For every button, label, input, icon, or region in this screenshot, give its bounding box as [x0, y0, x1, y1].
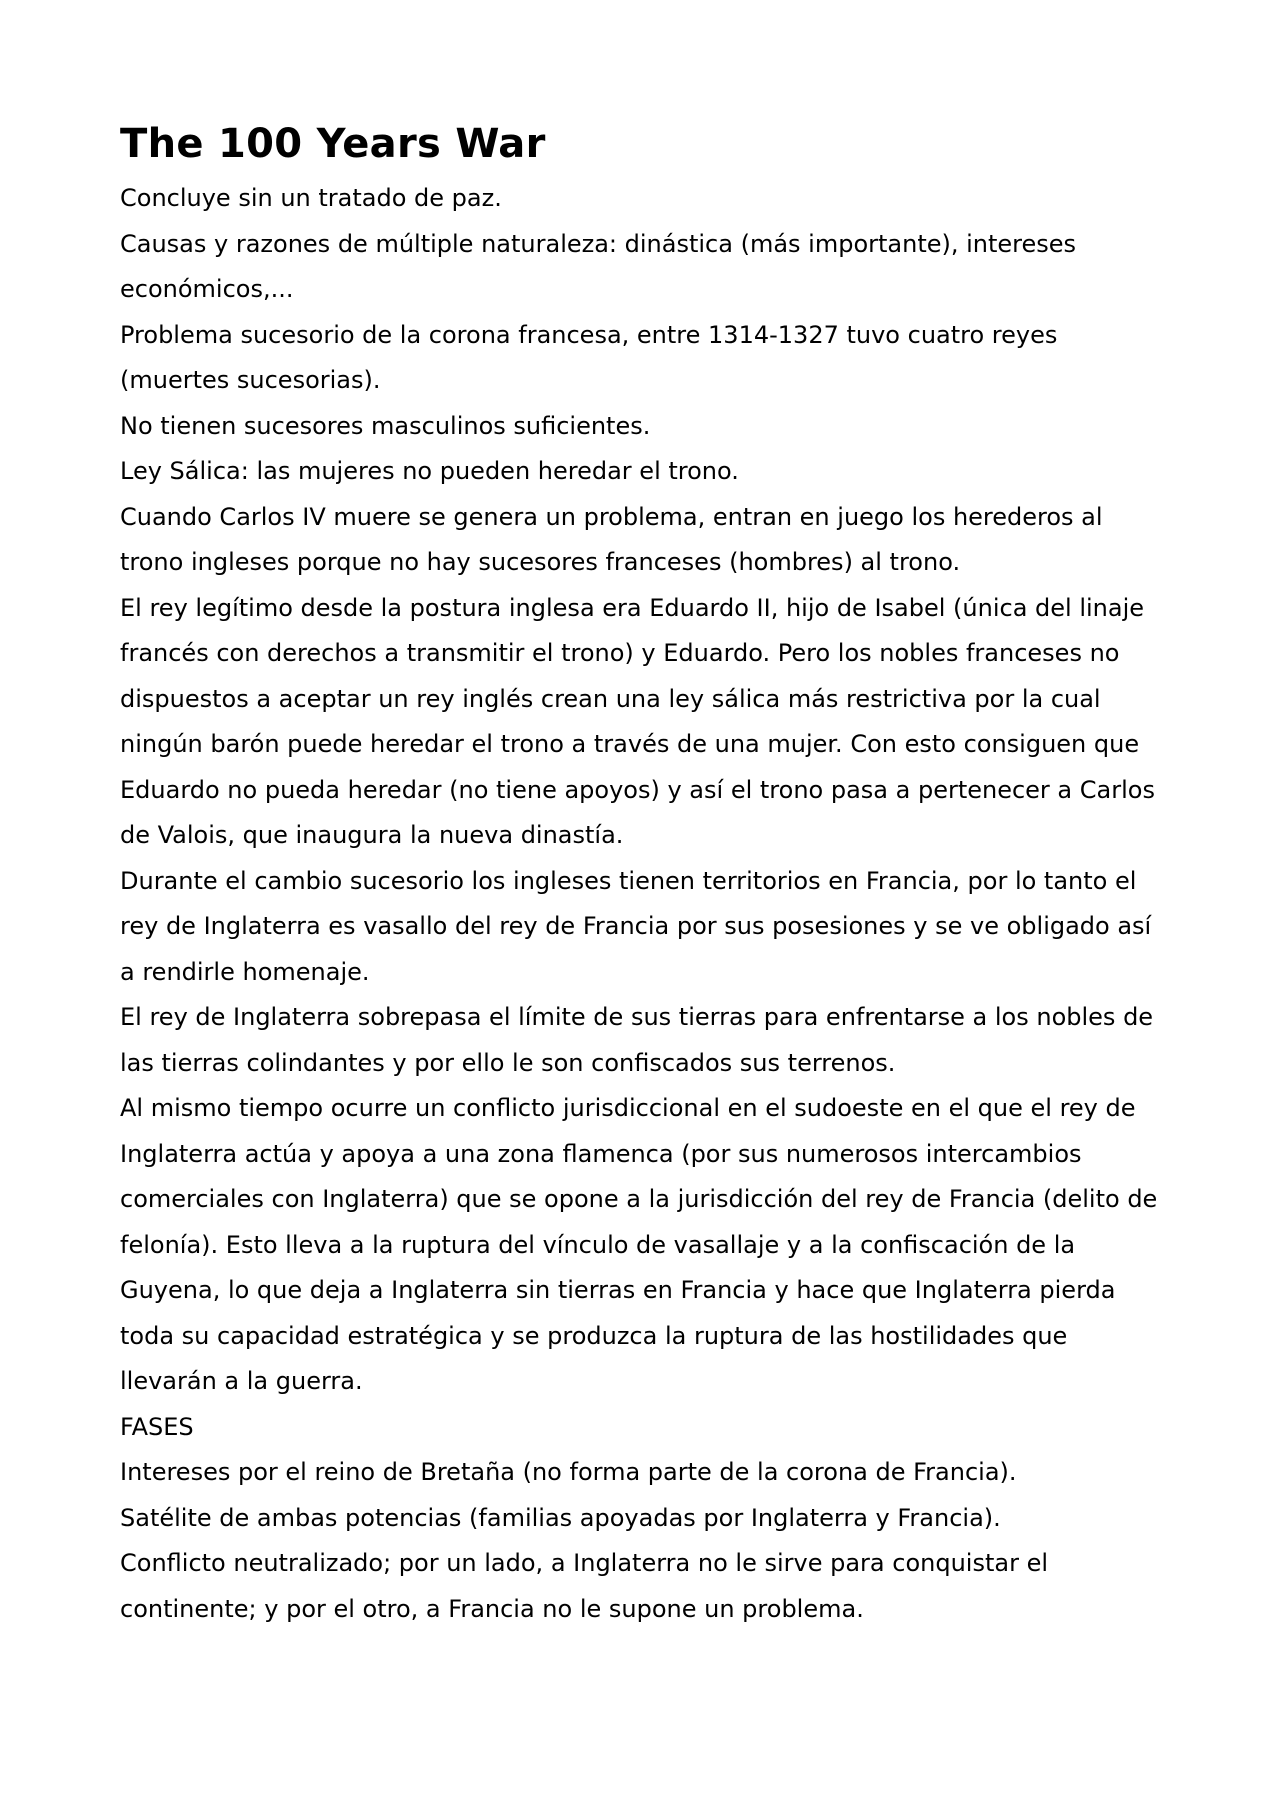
paragraph-neutralized: Conflicto neutralizado; por un lado, a Inglaterra no le sirve para conquistar el continente; y por el otro, a Francia no le supone un problema.	[120, 1549, 1048, 1623]
document-page	[120, 116, 1160, 1632]
paragraph-satellite: Satélite de ambas potencias (familias apoyadas por Inglaterra y Francia).	[120, 1503, 1001, 1532]
paragraph-brittany: Intereses por el reino de Bretaña (no forma parte de la corona de Francia).	[120, 1458, 1017, 1486]
paragraph-carlos-iv: Cuando Carlos IV muere se genera un problema, entran en juego los herederos al trono ingleses porque no hay sucesores franceses (hombres) al trono.	[120, 502, 1103, 576]
paragraph-no-male-heirs: No tienen sucesores masculinos suficientes.	[120, 411, 651, 440]
paragraph-salic-law: Ley Sálica: las mujeres no pueden heredar el trono.	[120, 457, 739, 485]
paragraph-conclusion: Concluye sin un tratado de paz.	[120, 184, 502, 212]
document-title: The 100 Years War	[120, 121, 546, 167]
paragraph-confiscation: El rey de Inglaterra sobrepasa el límite de sus tierras para enfrentarse a los nobles de las tierras colindantes y por ello le son confiscados sus terrenos.	[120, 1003, 1154, 1077]
paragraph-succession-problem: Problema sucesorio de la corona francesa, entre 1314-1327 tuvo cuatro reyes (muertes sucesorias).	[120, 320, 1058, 394]
paragraph-causes: Causas y razones de múltiple naturaleza: dinástica (más importante), intereses económicos,...	[120, 229, 1077, 303]
paragraph-legitimate-king: El rey legítimo desde la postura inglesa era Eduardo II, hijo de Isabel (única del linaje francés con derechos a transmitir el trono) y Eduardo. Pero los nobles franceses no dispuestos a aceptar un rey inglés crean una ley sálica más restrictiva por la cual ningún barón puede heredar el trono a través de una mujer. Con esto consiguen que Eduardo no pueda heredar (no tiene apoyos) y así el trono pasa a pertenecer a Carlos de Valois, que inaugura la nueva dinastía.	[120, 593, 1155, 849]
paragraph-jurisdictional-conflict: Al mismo tiempo ocurre un conflicto jurisdiccional en el sudoeste en el que el rey de Inglaterra actúa y apoya a una zona flamenca (por sus numerosos intercambios comerciales con Inglaterra) que se opone a la jurisdicción del rey de Francia (delito de felonía). Esto lleva a la ruptura del vínculo de vasallaje y a la confiscación de la Guyena, lo que deja a Inglaterra sin tierras en Francia y hace que Inglaterra pierda toda su capacidad estratégica y se produzca la ruptura de las hostilidades que llevarán a la guerra.	[120, 1094, 1158, 1395]
section-heading-fases: FASES	[120, 1412, 194, 1441]
paragraph-vassalage: Durante el cambio sucesorio los ingleses tienen territorios en Francia, por lo tanto el rey de Inglaterra es vasallo del rey de Francia por sus posesiones y se ve obligado así a rendirle homenaje.	[120, 866, 1152, 986]
